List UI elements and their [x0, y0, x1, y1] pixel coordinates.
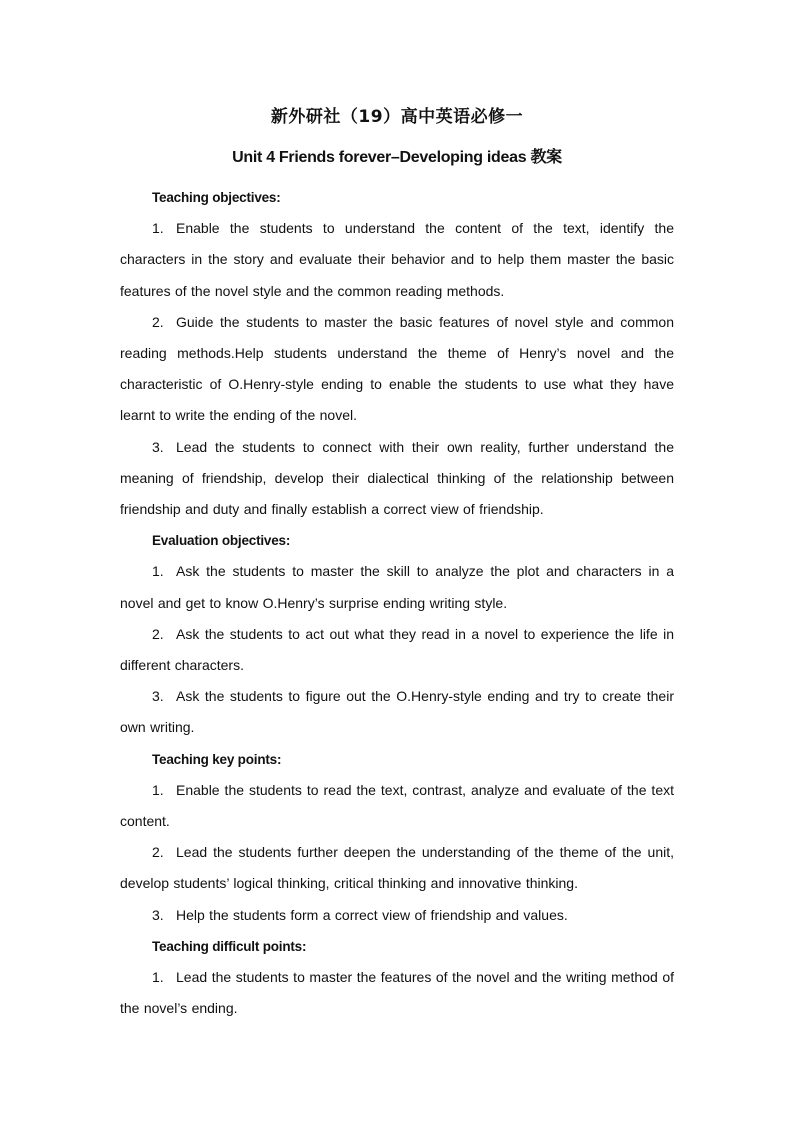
item-number: 3. [152, 688, 164, 705]
teaching-objective-item [120, 307, 674, 432]
section-heading-teaching-difficult-points: Teaching difficult points: [152, 938, 307, 954]
item-text: Guide the students to master the basic features of novel style and common reading methods.Help students understand the theme of Henry’s novel and the characteristic of O.Henry-style ending to enable the students to use what they have learnt to write the ending of the novel. [120, 313, 674, 424]
item-number: 1. [152, 781, 164, 798]
difficult-point-item [120, 962, 674, 1024]
item-number: 1. [152, 563, 164, 580]
evaluation-objective-item [120, 619, 674, 681]
section-heading-evaluation-objectives: Evaluation objectives: [152, 533, 291, 549]
item-text: Ask the students to figure out the O.Henry-style ending and try to create their own writing. [120, 688, 674, 736]
document-title-chinese: 新外研社（19）高中英语必修一 [270, 107, 524, 127]
item-text: Help the students form a correct view of friendship and values. [176, 906, 568, 923]
teaching-objective-item [120, 213, 674, 307]
section-heading-teaching-key-points: Teaching key points: [152, 751, 282, 767]
item-text: Ask the students to master the skill to analyze the plot and characters in a novel and get to know O.Henry’s surprise ending writing style. [120, 563, 674, 611]
item-text: Lead the students to master the features of the novel and the writing method of the novel’s ending. [120, 969, 674, 1017]
key-point-item [120, 775, 674, 837]
evaluation-objective-item [120, 556, 674, 618]
item-text: Ask the students to act out what they read in a novel to experience the life in different characters. [120, 625, 674, 674]
item-number: 2. [152, 844, 164, 861]
item-text: Lead the students to connect with their own reality, further understand the meaning of friendship, develop their dialectical thinking of the relationship between friendship and duty and finally establish a correct view of friendship. [120, 438, 674, 518]
item-number: 2. [152, 313, 164, 330]
document-page [120, 100, 674, 1024]
teaching-objective-item [120, 432, 674, 526]
item-number: 1. [152, 969, 164, 986]
item-text: Enable the students to understand the content of the text, identify the characters in the story and evaluate their behavior and to help them master the basic features of the novel style and the common reading methods. [120, 220, 674, 299]
item-number: 2. [152, 625, 164, 642]
document-body [120, 182, 674, 1024]
item-number: 1. [152, 220, 164, 237]
item-number: 3. [152, 438, 164, 455]
evaluation-objective-item [120, 681, 674, 743]
item-text: Lead the students further deepen the understanding of the theme of the unit, develop students’ logical thinking, critical thinking and innovative thinking. [120, 844, 674, 892]
key-point-item [120, 900, 674, 931]
key-point-item [120, 837, 674, 899]
document-title-english: Unit 4 Friends forever–Developing ideas 教案 [232, 149, 562, 166]
section-heading-teaching-objectives: Teaching objectives: [152, 190, 281, 205]
item-number: 3. [152, 906, 164, 923]
item-text: Enable the students to read the text, contrast, analyze and evaluate of the text content. [120, 781, 674, 830]
